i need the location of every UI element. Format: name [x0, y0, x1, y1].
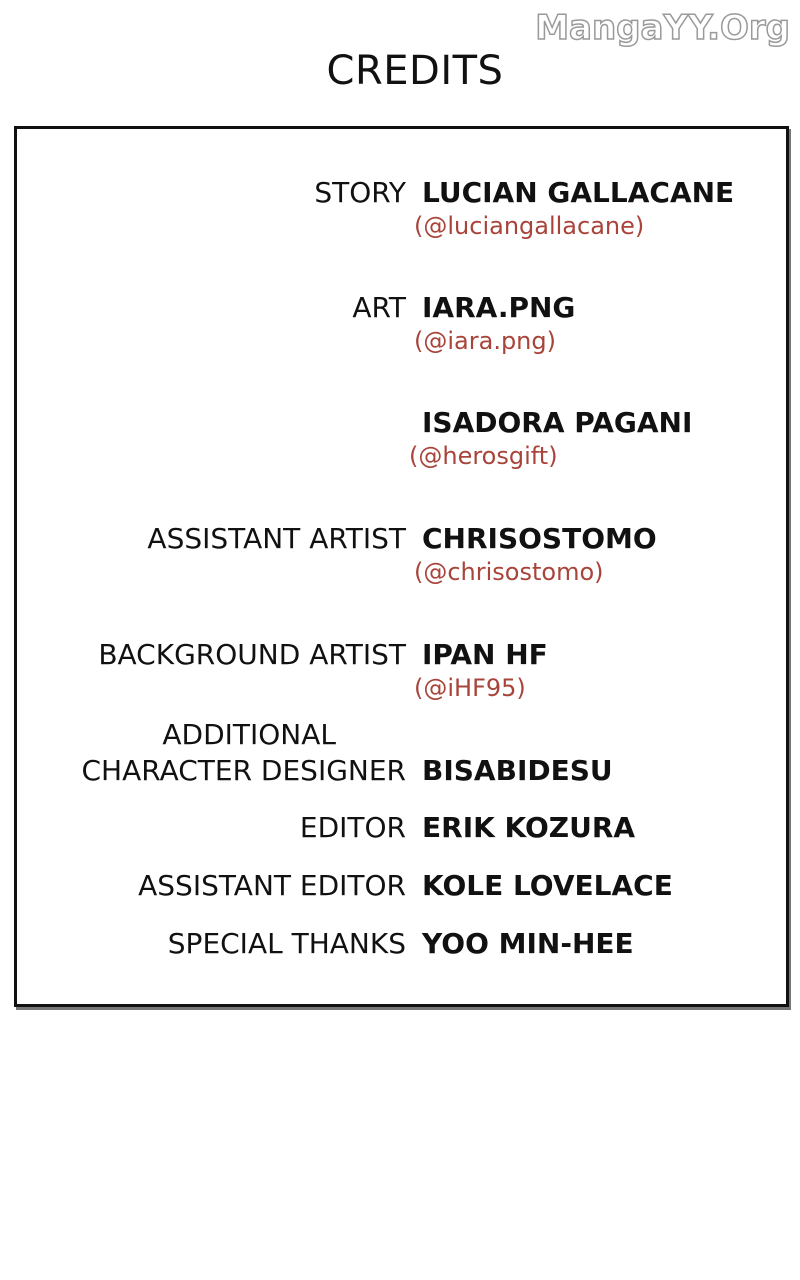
site-watermark: MangaYY.Org: [535, 8, 790, 48]
credit-name: ERIK KOZURA: [422, 811, 636, 844]
credit-role: ASSISTANT EDITOR: [138, 869, 406, 902]
credit-role: BACKGROUND ARTIST: [98, 638, 406, 671]
credit-handle: (@iHF95): [414, 674, 526, 702]
credit-handle: (@iara.png): [414, 327, 556, 355]
credit-name: LUCIAN GALLACANE: [422, 176, 735, 209]
credit-role: SPECIAL THANKS: [167, 927, 406, 960]
credit-role: ART: [352, 291, 406, 324]
credit-handle: (@herosgift): [409, 442, 558, 470]
credit-handle: (@luciangallacane): [414, 212, 645, 240]
credit-role: CHARACTER DESIGNER: [81, 754, 406, 787]
page-title: CREDITS: [326, 48, 504, 94]
credit-name: CHRISOSTOMO: [422, 522, 657, 555]
credit-name: IPAN HF: [422, 638, 548, 671]
credit-role-line1: ADDITIONAL: [162, 718, 336, 751]
credit-role: ASSISTANT ARTIST: [147, 522, 406, 555]
credit-handle: (@chrisostomo): [414, 558, 604, 586]
credit-name: BISABIDESU: [422, 754, 613, 787]
credits-box: [14, 126, 789, 1007]
credit-name: KOLE LOVELACE: [422, 869, 673, 902]
credit-name: ISADORA PAGANI: [422, 406, 693, 439]
credit-role: STORY: [314, 176, 406, 209]
credit-name: YOO MIN-HEE: [422, 927, 634, 960]
credit-name: IARA.PNG: [422, 291, 576, 324]
credit-role: EDITOR: [299, 811, 406, 844]
